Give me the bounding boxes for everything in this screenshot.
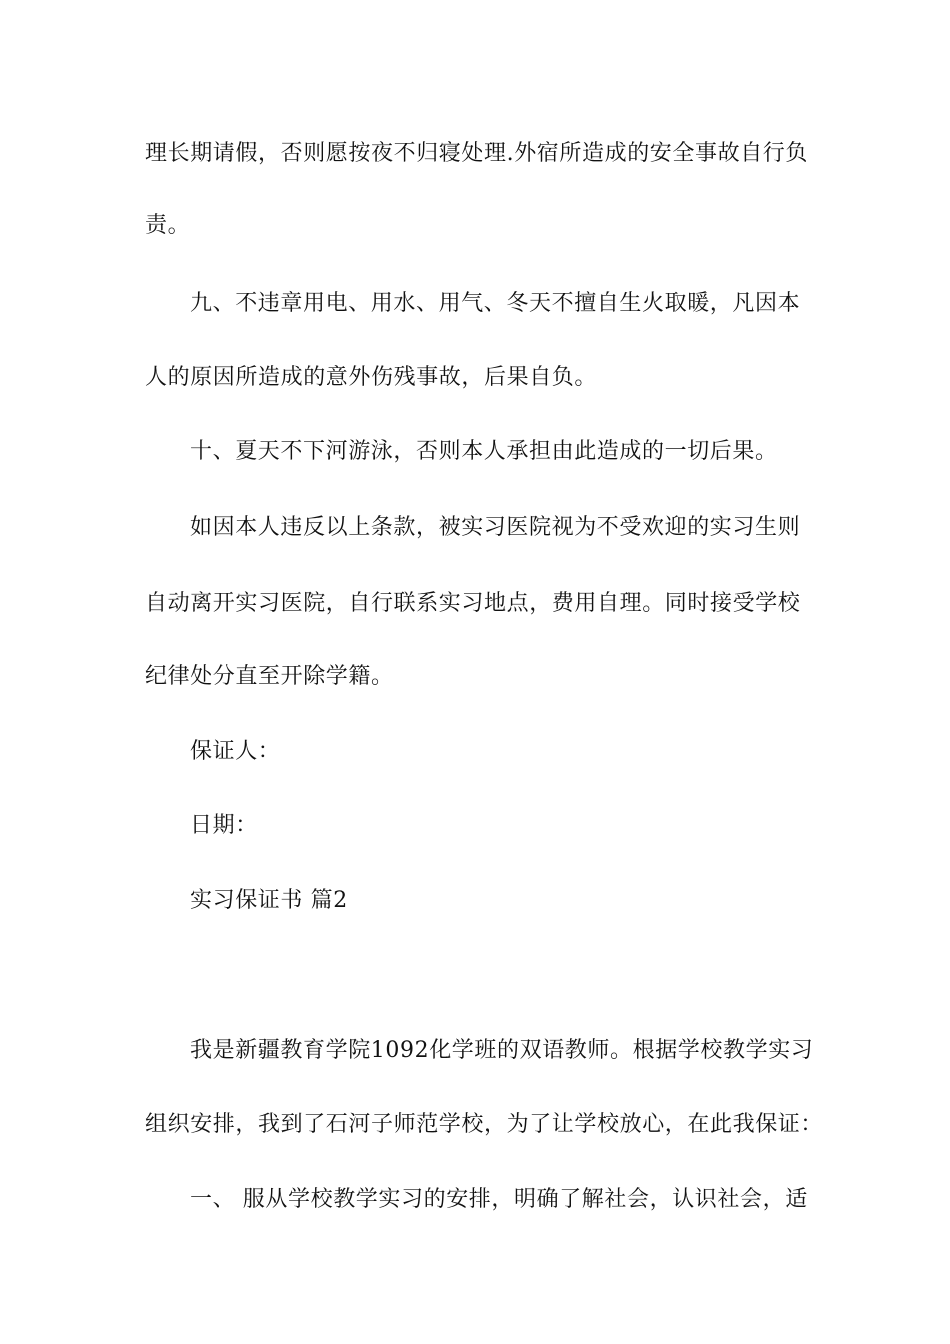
clause-nine-line-2: 人的原因所造成的意外伤残事故，后果自负。 bbox=[145, 365, 598, 390]
paragraph-line-1: 理长期请假，否则愿按夜不归寝处理.外宿所造成的安全事故自行负 bbox=[145, 141, 808, 166]
paragraph-line-2: 责。 bbox=[145, 213, 191, 238]
violation-paragraph-line-3: 纪律处分直至开除学籍。 bbox=[145, 664, 394, 689]
date-label: 日期： bbox=[190, 813, 258, 838]
section-title: 实习保证书 篇2 bbox=[190, 888, 348, 913]
intro-line-1: 我是新疆教育学院1092化学班的双语教师。根据学校教学实习 bbox=[190, 1038, 814, 1063]
guarantor-label: 保证人： bbox=[190, 739, 281, 764]
violation-paragraph-line-2: 自动离开实习医院，自行联系实习地点，费用自理。同时接受学校 bbox=[145, 591, 801, 616]
clause-nine-line-1: 九、不违章用电、用水、用气、冬天不擅自生火取暖，凡因本 bbox=[190, 291, 801, 316]
clause-one-line-1: 一、 服从学校教学实习的安排，明确了解社会，认识社会，适 bbox=[190, 1187, 808, 1212]
intro-line-2: 组织安排，我到了石河子师范学校，为了让学校放心，在此我保证： bbox=[145, 1112, 824, 1137]
clause-ten: 十、夏天不下河游泳，否则本人承担由此造成的一切后果。 bbox=[190, 439, 778, 464]
violation-paragraph-line-1: 如因本人违反以上条款，被实习医院视为不受欢迎的实习生则 bbox=[190, 515, 801, 540]
